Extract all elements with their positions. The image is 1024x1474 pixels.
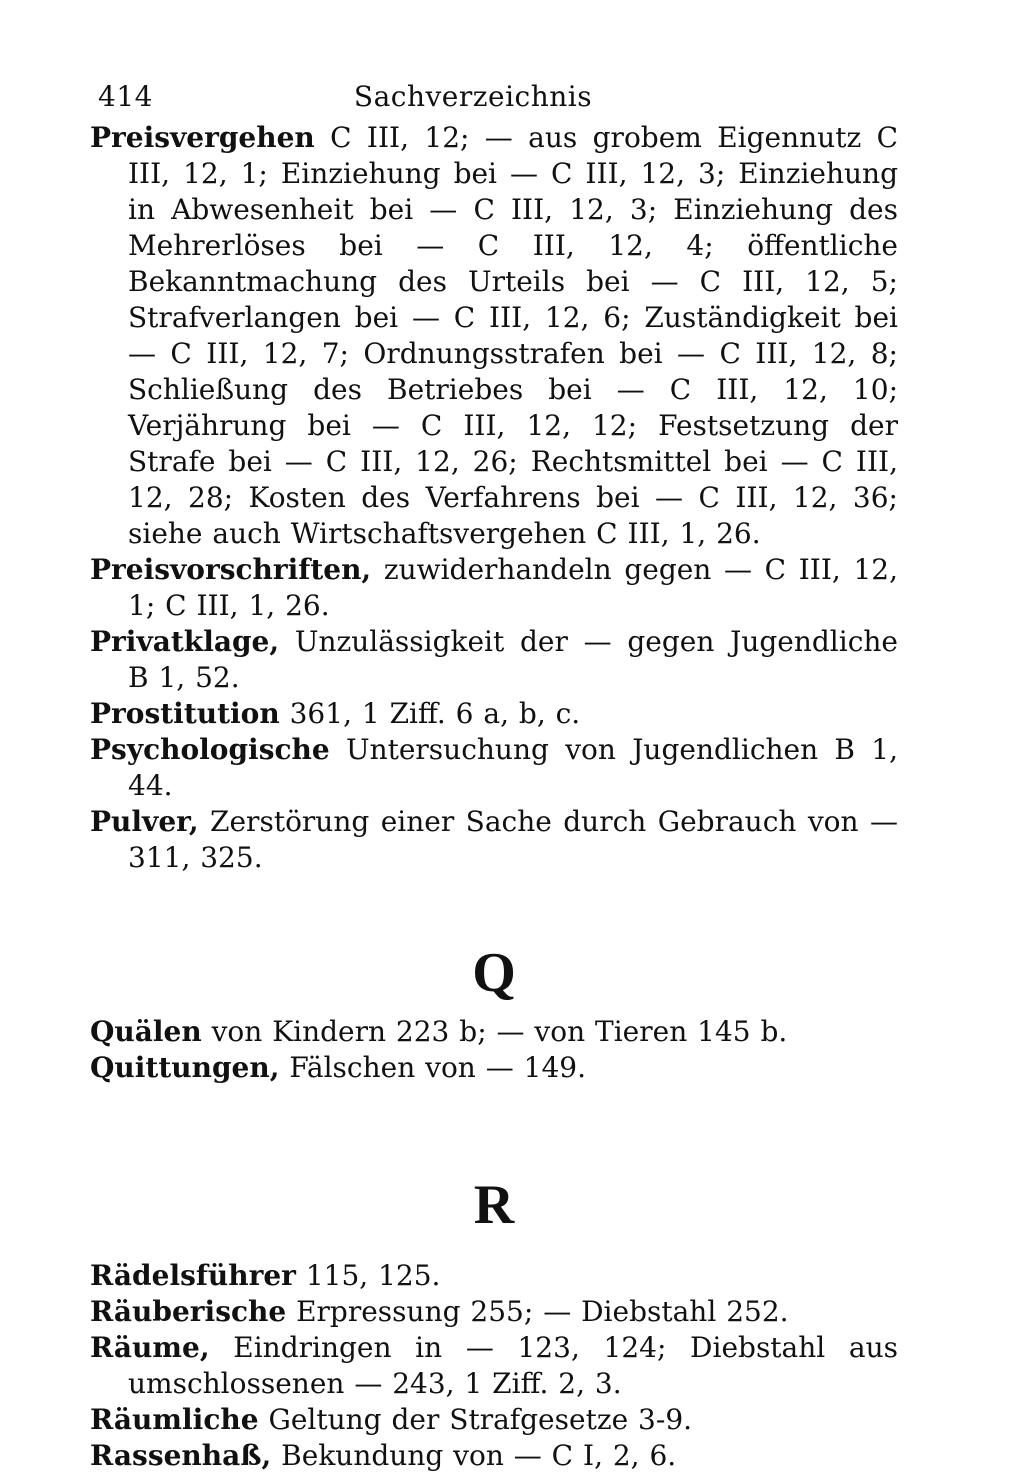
entry-text: 115, 125. — [295, 1259, 441, 1292]
index-entry — [90, 732, 898, 804]
entry-text: 361, 1 Ziff. 6 a, b, c. — [279, 697, 581, 730]
entry-term: Räuberische — [90, 1295, 287, 1328]
section-letter-q: Q — [472, 942, 516, 1004]
entry-text: Erpressung 255; — Diebstahl 252. — [286, 1295, 789, 1328]
section-q-entries — [90, 1014, 898, 1086]
section-r-entries — [90, 1258, 898, 1474]
page-header — [90, 80, 898, 120]
index-entry — [90, 804, 898, 876]
index-entry — [90, 1330, 898, 1402]
entry-text: von Kindern 223 b; — von Tieren 145 b. — [201, 1015, 788, 1048]
entry-text: C III, 12; — aus grobem Eigennutz C III, 12, 1; Einziehung bei — C III, 12, 3; Einziehung in Abwesenheit bei — C III, 12, 3; Einziehung des Mehrerlöses bei — C III, 12, 4; öffentliche Bekanntmachung des Urteils bei — C III, 12, 5; Strafverlangen bei — C III, 12, 6; Zuständigkeit bei — C III, 12, 7; Ordnungsstrafen bei — C III, 12, 8; Schließung des Betriebes bei — C III, 12, 10; Verjährung bei — C III, 12, 12; Festsetzung der Strafe bei — C III, 12, 26; Rechtsmittel bei — C III, 12, 28; Kosten des Verfahrens bei — C III, 12, 36; siehe auch Wirtschaftsvergehen C III, 1, 26. — [128, 121, 898, 550]
entry-text: Untersuchung von Jugendlichen B 1, 44. — [128, 733, 898, 802]
section-letter-r: R — [473, 1174, 515, 1236]
section-p-entries — [90, 120, 898, 876]
index-entry — [90, 552, 898, 624]
entry-term: Quittungen, — [90, 1051, 280, 1084]
index-entry — [90, 696, 898, 732]
entry-term: Privatklage, — [90, 625, 280, 658]
index-entry — [90, 1014, 898, 1050]
entry-text: Unzulässigkeit der — gegen Jugendliche B 1, 52. — [128, 625, 898, 694]
entry-text: Zerstörung einer Sache durch Gebrauch von — 311, 325. — [128, 805, 898, 874]
entry-term: Rädelsführer — [90, 1259, 296, 1292]
running-title: Sachverzeichnis — [353, 80, 593, 113]
entry-term: Pulver, — [90, 805, 199, 838]
entry-term: Psychologische — [90, 733, 330, 766]
index-entry — [90, 1294, 898, 1330]
entry-term: Räume, — [90, 1331, 210, 1364]
index-entry — [90, 1402, 898, 1438]
entry-term: Preisvergehen — [90, 121, 315, 154]
entry-term: Prostitution — [90, 697, 280, 730]
entry-term: Quälen — [90, 1015, 202, 1048]
page-number: 414 — [98, 80, 153, 113]
index-entry — [90, 624, 898, 696]
index-page — [90, 80, 898, 1474]
index-entry — [90, 1050, 898, 1086]
index-entry — [90, 1258, 898, 1294]
entry-text: Eindringen in — 123, 124; Diebstahl aus umschlossenen — 243, 1 Ziff. 2, 3. — [128, 1331, 898, 1400]
entry-term: Räumliche — [90, 1403, 259, 1436]
index-entry — [90, 120, 898, 552]
entry-term: Preisvorschriften, — [90, 553, 372, 586]
entry-text: Bekundung von — C I, 2, 6. — [271, 1439, 677, 1472]
entry-text: zuwiderhandeln gegen — C III, 12, 1; C III, 1, 26. — [128, 553, 898, 622]
entry-text: Geltung der Strafgesetze 3-9. — [258, 1403, 693, 1436]
index-entry — [90, 1438, 898, 1474]
entry-text: Fälschen von — 149. — [279, 1051, 586, 1084]
entry-term: Rassenhaß, — [90, 1439, 272, 1472]
